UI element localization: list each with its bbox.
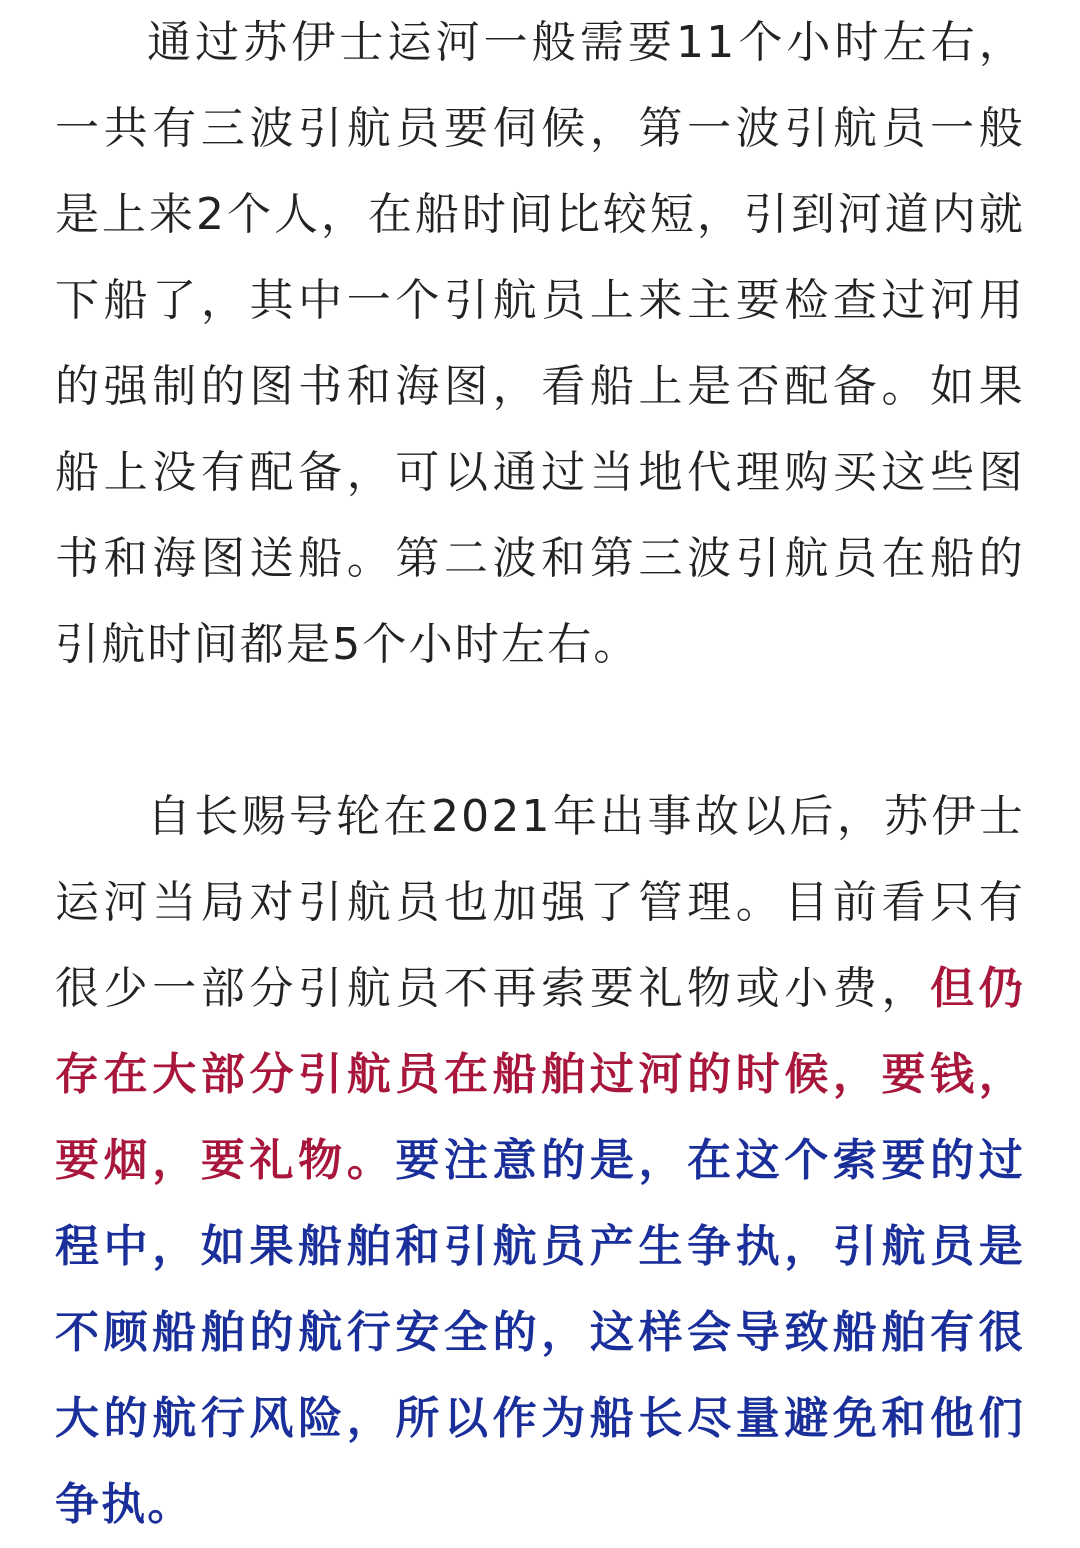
article-body	[55, 0, 1025, 1548]
paragraph-1-text: 通过苏伊士运河一般需要11个小时左右，一共有三波引航员要伺候，第一波引航员一般是上来2个人，在船时间比较短，引到河道内就下船了，其中一个引航员上来主要检查过河用的强制的图书和海图，看船上是否配备。如果船上没有配备，可以通过当地代理购买这些图书和海图送船。第二波和第三波引航员在船的引航时间都是5个小时左右。	[55, 17, 1025, 670]
paragraph-2-red-emphasis: 但仍存在大部分引航员在船舶过河的时候，要钱，要烟，要礼物。	[55, 963, 1025, 1186]
paragraph-2-blue-emphasis: 要注意的是，在这个索要的过程中，如果船舶和引航员产生争执，引航员是不顾船舶的航行安全的，这样会导致船舶有很大的航行风险，所以作为船长尽量避免和他们争执。	[55, 1135, 1025, 1530]
paragraph-2	[55, 774, 1025, 1548]
paragraph-1	[55, 0, 1025, 688]
paragraph-2-text: 自长赐号轮在2021年出事故以后，苏伊士运河当局对引航员也加强了管理。目前看只有很少一部分引航员不再索要礼物或小费，	[55, 791, 1025, 1014]
